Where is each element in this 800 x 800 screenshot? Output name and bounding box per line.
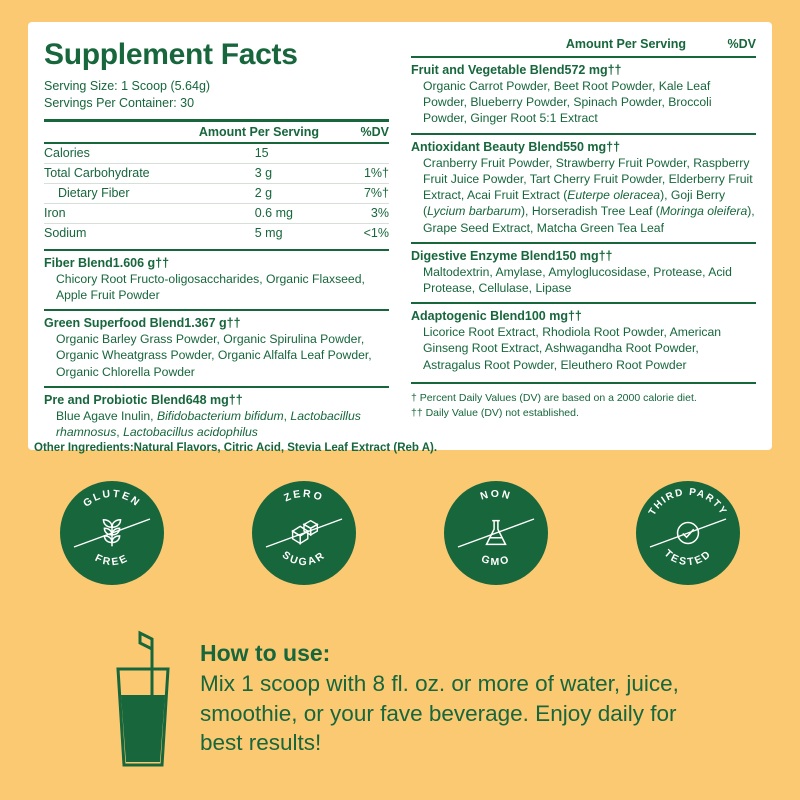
servings-per-container: Servings Per Container: 30	[44, 95, 195, 110]
nutrient-name: Dietary Fiber	[44, 183, 255, 203]
nutrient-name: Total Carbohydrate	[44, 163, 255, 183]
nutrient-dv	[331, 143, 389, 164]
blend-amount: 1.367 g††	[184, 316, 241, 331]
blend-amount: 550 mg††	[563, 139, 621, 154]
nutrition-table	[44, 142, 389, 243]
amount-per-serving-label: Amount Per Serving	[565, 37, 686, 51]
how-to-use-section	[200, 640, 720, 758]
blend-amount: 572 mg††	[564, 63, 622, 77]
blend-header	[44, 316, 389, 330]
blend-name: Pre and Probiotic Blend	[44, 392, 186, 407]
blend-name: Green Superfood Blend	[44, 316, 185, 331]
blend-header	[44, 256, 389, 270]
blend-fiber	[44, 249, 389, 303]
blend-adaptogenic	[411, 302, 756, 373]
table-row	[44, 143, 389, 164]
nutrient-name: Sodium	[44, 223, 255, 243]
seal-top-text: GLUTEN	[80, 487, 144, 510]
nutrient-amount: 2 g	[255, 183, 331, 203]
page-title: Supplement Facts	[44, 38, 298, 71]
wheat-icon	[93, 514, 131, 552]
blend-ingredients: Organic Carrot Powder, Beet Root Powder, Kale Leaf Powder, Blueberry Powder, Spinach Powder, Broccoli Powder, Ginger Root 5:1 Extract	[423, 79, 712, 126]
blend-header	[411, 309, 756, 323]
blend-name: Adaptogenic Blend	[411, 309, 525, 324]
other-ingredients: Other Ingredients:Natural Flavors, Citric Acid, Stevia Leaf Extract (Reb A).	[34, 442, 438, 454]
blend-header	[411, 140, 756, 154]
how-to-use-title: How to use:	[200, 640, 331, 666]
how-to-use-body: Mix 1 scoop with 8 fl. oz. or more of water, juice, smoothie, or your fave beverage. Enjoy daily for best results!	[200, 671, 679, 756]
facts-right-column	[411, 36, 756, 440]
certification-seals	[60, 473, 740, 593]
amount-per-serving-header-left	[44, 122, 389, 142]
footnote-dv-basis: † Percent Daily Values (DV) are based on a 2000 calorie diet.	[411, 391, 697, 404]
amount-per-serving-label: Amount Per Serving	[198, 124, 319, 139]
supplement-facts-panel	[28, 22, 772, 450]
seal-zero-sugar	[252, 481, 356, 585]
seal-icon-wrap	[636, 481, 740, 585]
table-row	[44, 223, 389, 243]
seal-icon-wrap	[60, 481, 164, 585]
footnotes	[411, 382, 756, 420]
blend-name: Antioxidant Beauty Blend	[411, 139, 564, 154]
sugar-cubes-icon	[285, 514, 323, 552]
nutrient-dv: 1%†	[331, 163, 389, 183]
blend-amount: 648 mg††	[185, 392, 243, 407]
blend-antioxidant-beauty	[411, 133, 756, 236]
amount-per-serving-header-right	[411, 36, 756, 54]
blend-ingredients: Blue Agave Inulin, Bifidobacterium bifidum, Lactobacillus rhamnosus, Lactobacillus acidophilus	[56, 408, 361, 440]
blend-ingredients: Cranberry Fruit Powder, Strawberry Fruit Powder, Raspberry Fruit Juice Powder, Tart Cherry Fruit Powder, Elderberry Fruit Extract, Acai Fruit Extract (Euterpe oleracea), Goji Berry (Lycium barbarum), Horseradish Tree Leaf (Moringa oleifera), Grape Seed Extract, Matcha Green Tea Leaf	[423, 155, 755, 235]
serving-size: Serving Size: 1 Scoop (5.64g)	[44, 79, 211, 93]
blend-ingredients: Organic Barley Grass Powder, Organic Spirulina Powder, Organic Wheatgrass Powder, Organic Alfalfa Leaf Powder, Organic Chlorella Powder	[56, 332, 372, 379]
seal-top-text: THIRD PARTY	[647, 486, 729, 518]
nutrient-dv: 3%	[331, 203, 389, 223]
table-row	[44, 163, 389, 183]
flask-icon	[477, 514, 515, 552]
blend-ingredients: Chicory Root Fructo-oligosaccharides, Organic Flaxseed, Apple Fruit Powder	[56, 271, 365, 302]
blend-green-superfood	[44, 309, 389, 380]
nutrient-name: Iron	[44, 203, 255, 223]
seal-top-text: ZERO	[282, 487, 326, 505]
nutrient-name: Calories	[44, 143, 255, 164]
table-row	[44, 203, 389, 223]
seal-top-text: NON	[478, 488, 514, 503]
nutrient-amount: 3 g	[255, 163, 331, 183]
nutrient-amount: 0.6 mg	[255, 203, 331, 223]
facts-left-column	[44, 36, 393, 440]
seal-gluten-free	[60, 481, 164, 585]
seal-icon-wrap	[444, 481, 548, 585]
seal-bottom-text: TESTED	[661, 547, 715, 569]
blend-digestive-enzyme	[411, 242, 756, 296]
blend-name: Fruit and Vegetable Blend	[411, 63, 565, 77]
seal-bottom-text: GMO	[479, 553, 513, 568]
glass-with-straw-icon	[100, 625, 186, 775]
nutrient-amount: 5 mg	[255, 223, 331, 243]
blend-amount: 150 mg††	[555, 248, 613, 263]
blend-name: Fiber Blend	[44, 255, 113, 270]
check-circle-icon	[669, 514, 707, 552]
blend-ingredients: Licorice Root Extract, Rhodiola Root Powder, American Ginseng Root Extract, Ashwagandha Root Powder, Astragalus Root Powder, Eleuthero Root Powder	[423, 325, 722, 372]
blend-fruit-and-vegetable	[411, 56, 756, 127]
footnote-dv-not-established: †† Daily Value (DV) not established.	[411, 406, 579, 419]
seal-icon-wrap	[252, 481, 356, 585]
blend-pre-and-probiotic	[44, 386, 389, 440]
blend-amount: 1.606 g††	[112, 255, 170, 270]
seal-non-gmo	[444, 481, 548, 585]
blend-amount: 100 mg††	[524, 309, 582, 324]
seal-third-party-tested	[636, 481, 740, 585]
blend-header	[411, 63, 756, 77]
nutrient-amount: 15	[255, 143, 331, 164]
blend-header	[411, 249, 756, 263]
table-row	[44, 183, 389, 203]
nutrient-dv: <1%	[331, 223, 389, 243]
seal-bottom-text: FREE	[93, 551, 131, 569]
blend-ingredients: Maltodextrin, Amylase, Amyloglucosidase, Protease, Acid Protease, Cellulase, Lipase	[423, 264, 732, 295]
blend-header	[44, 393, 389, 407]
dv-label: %DV	[360, 124, 389, 139]
nutrient-dv: 7%†	[331, 183, 389, 203]
seal-bottom-text: SUGAR	[279, 548, 329, 569]
blend-name: Digestive Enzyme Blend	[411, 248, 556, 263]
dv-label: %DV	[727, 37, 756, 51]
